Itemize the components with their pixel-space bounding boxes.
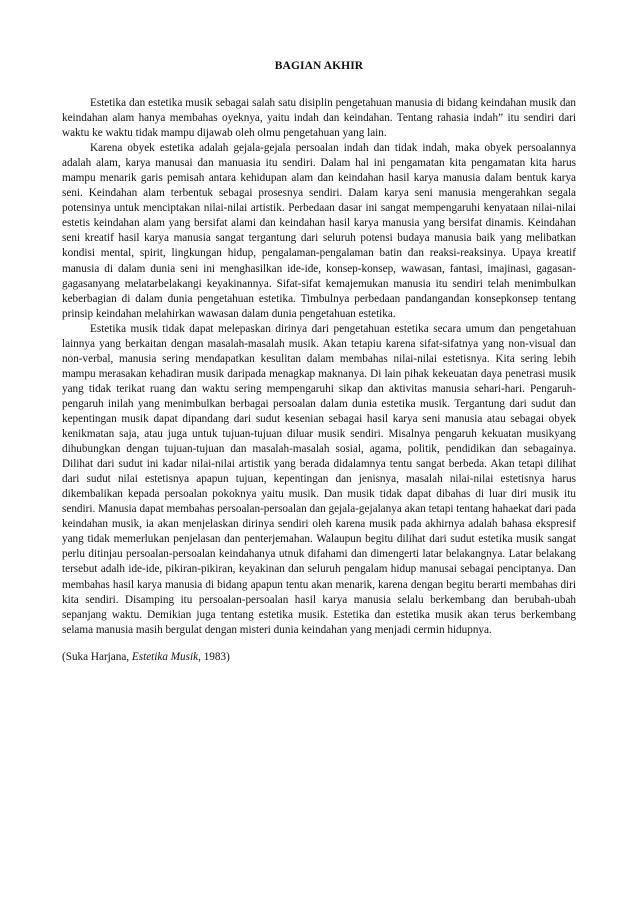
page-title: BAGIAN AKHIR bbox=[274, 60, 364, 72]
paragraph-2: Karena obyek estetika adalah gejala-gejala persoalan indah dan tidak indah, maka obyek persoalannya adalah alam, karya manusai dan manuasia itu sendiri. Dalam hal ini pengamatan kita pengamatan kita harus mampu menarik garis pemisah antara kehidupan alam dan keindahan hasil karya manusia dalam bentuk karya seni. Keindahan alam terbentuk sebagai prosesnya sendiri. Dalam karya seni manusia mengerahkan segala potensinya untuk menciptakan nilai-nilai artistik. Perbedaan dasar ini sangat mempengaruhi kenyataan nilai-nilai estetis keindahan alam yang bersifat alami dan keindahan hasil karya manusia yang bersifat dinamis. Keindahan seni kreatif hasil karya manusia sangat tergantung dari seluruh potensi budaya manusia baik yang melibatkan kondisi mental, spirit, lingkungan hidup, pengalaman-pengalaman batin dan reaksi-reaksinya. Upaya kreatif manusia di dalam dunia seni ini menghasilkan ide-ide, konsep-konsep, wawasan, fantasi, imajinasi, gagasan-gagasanyang melatarbelakangi keyakinannya. Sifat-sifat kemajemukan manusia itu sendiri telah menimbulkan keberbagian di dalam dunia pengetahuan estetika. Timbulnya perbedaan pandangandan konsepkonsep tentang prinsip keindahan melahirkan wawasan dalam dunia pengetahuan estetika. bbox=[62, 142, 576, 320]
paragraph-3: Estetika musik tidak dapat melepaskan dirinya dari pengetahuan estetika secara umum dan pengetahuan lainnya yang berkaitan dengan masalah-masalah musik. Akan tetapiu karena sifat-sifatnya yang non-visual dan non-verbal, manusia sering mendapatkan kesulitan dalam membahas nilai-nilai estetisnya. Kita sering lebih mampu merasakan kehadiran musik daripada menagkap maknanya. Di lain pihak kekeuatan daya penetrasi musik yang tidak terikat ruang dan waktu sering mempengaruhi sikap dan aktivitas manusia sehari-hari. Pengaruh-pengaruh inilah yang menimbulkan berbagai persoalan dalam dunia estetika musik. Tergantung dari sudut dan kepentingan musik dapat dipandang dari sudut kesenian sebagai hasil karya seni manusia atau sebagai obyek kenikmatan saja, atau juga untuk tujuan-tujuan diluar musik sendiri. Misalnya pengaruh kekuatan musikyang dihubungkan dengan tujuan-tujuan dan masalah-masalah sosial, agama, politik, pendidikan dan sebagainya. Dilihat dari sudut ini kadar nilai-nilai artistik yang berada didalamnya tentu sangat berbeda. Akan tetapi dilihat dari sudut nilai estetisnya apapun tujuan, kepentingan dan jenisnya, masalah nilai-nilai estetisnya harus dikembalikan kepada persoalan pokoknya yaitu musik. Dan musik tidak dapat dibahas di luar diri musik itu sendiri. Manusia dapat membahas persoalan-persoalan dan gejala-gejalanya akan tetapi tentang hahaekat dari pada keindahan musik, ia akan menjelaskan dirinya sendiri oleh karena musik pada akhirnya adalah bahasa ekspresif yang tidak memerlukan penjelasan dan penterjemahan. Walaupun begitu dilihat dari sudut estetika musik sangat perlu ditinjau persoalan-persoalan keindahanya utnuk difahami dan dimengerti latar belakangnya. Latar belakang tersebut adalh ide-ide, pikiran-pikiran, keyakinan dan seluruh pengalam hidup manusai sebagai penciptanya. Dan membahas hasil karya manusia di bidang apapun tentu akan menarik, karena dengan begitu berarti membahas diri kita sendiri. Disamping itu persoalan-persoalan hasil karya manusia selalu berkembang dan berubah-ubah sepanjang waktu. Demikian juga tentang estetika musik. Estetika dan estetika musik akan terus berkembang selama manusia masih bergulat dengan misteri dunia keindahan yang menjadi cermin hidupnya. bbox=[62, 322, 576, 636]
citation-suffix: , 1983) bbox=[198, 650, 230, 663]
citation-book-title: Estetika Musik bbox=[131, 650, 199, 663]
citation bbox=[62, 650, 576, 665]
document-page bbox=[62, 60, 576, 665]
citation-prefix: (Suka Harjana, bbox=[62, 650, 132, 663]
paragraph-1: Estetika dan estetika musik sebagai salah satu disiplin pengetahuan manusia di bidang keindahan musik dan keindahan alam hanya membahas oyeknya, yaitu indah dan keindahan. Tentang rahasia indah” itu sendiri dari waktu ke waktu tidak mampu dijawab oleh olmu pengetahuan yang lain. bbox=[62, 97, 576, 140]
